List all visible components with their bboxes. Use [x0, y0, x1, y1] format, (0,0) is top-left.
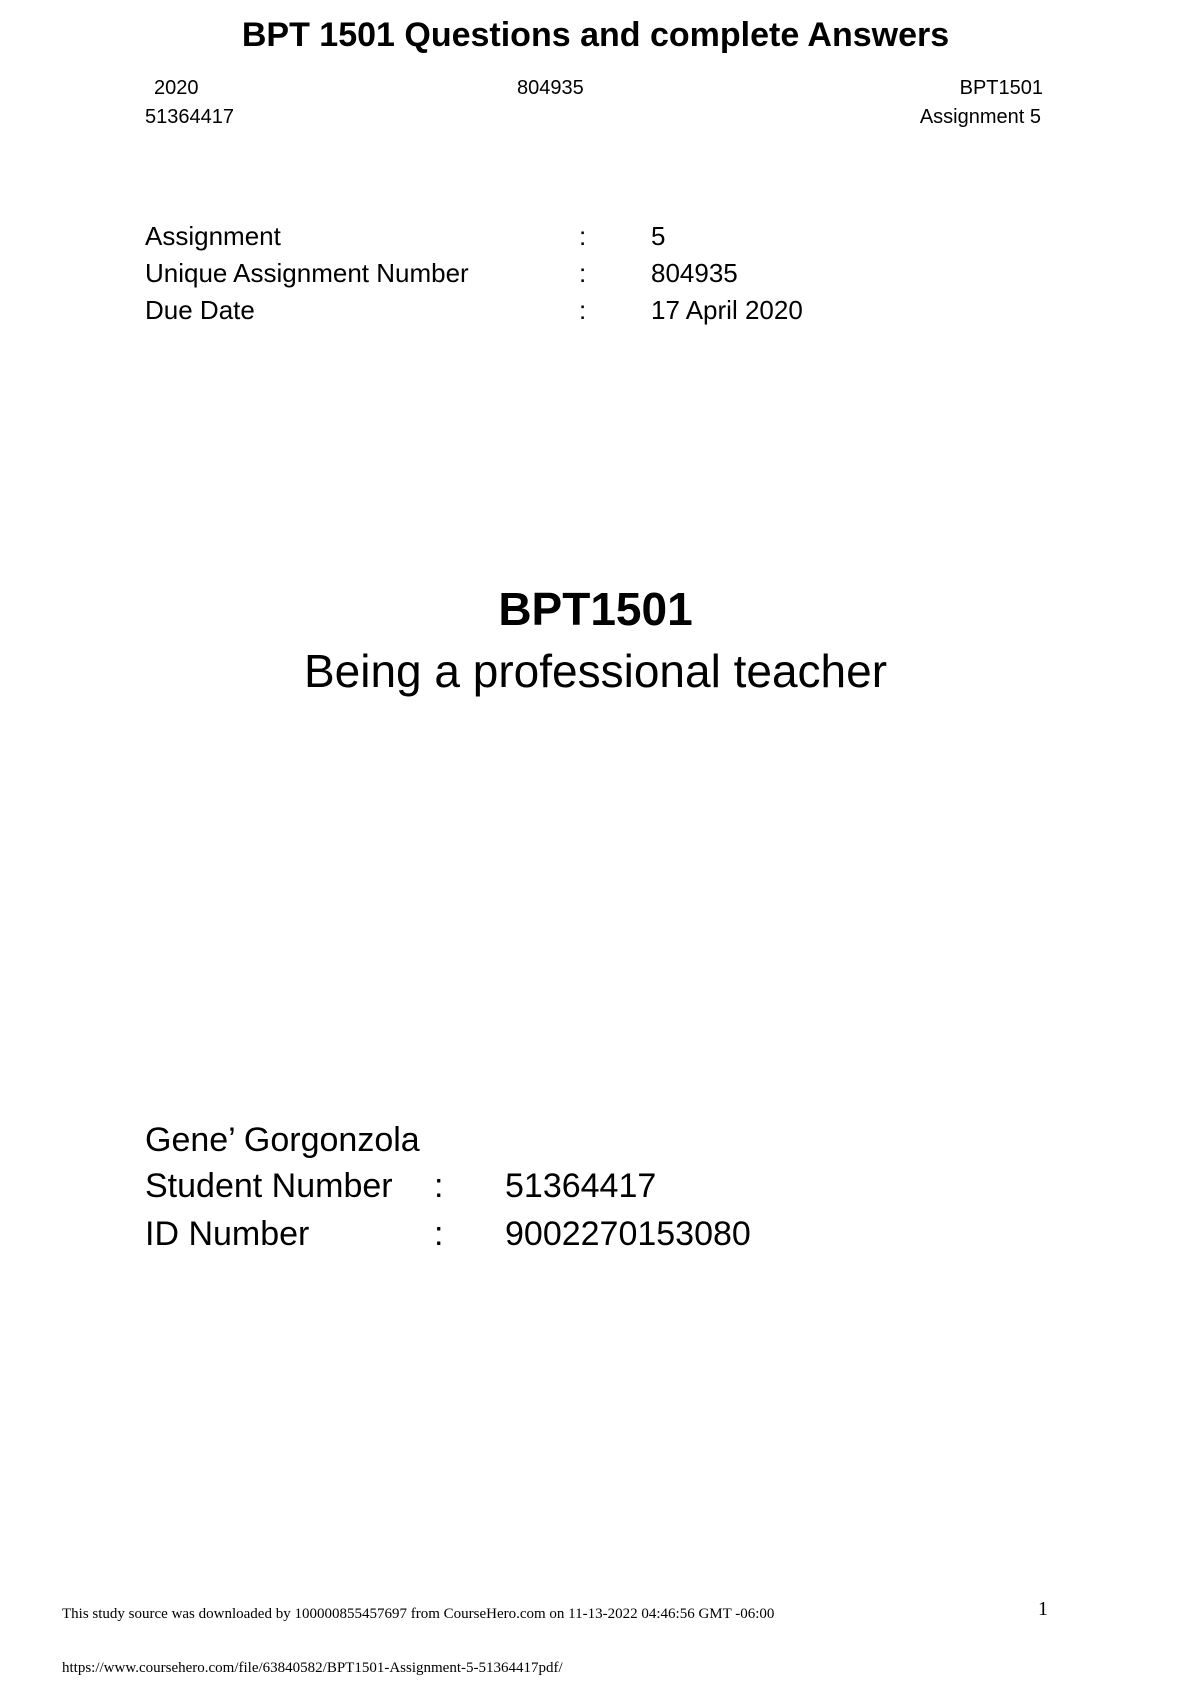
page-number: 1	[1038, 1598, 1048, 1620]
header-module-code: BPT1501	[959, 77, 1043, 99]
id-number-label: ID Number	[145, 1215, 310, 1253]
due-date-label: Due Date	[145, 295, 255, 325]
assignment-label: Assignment	[145, 221, 281, 251]
student-name: Gene’ Gorgonzola	[145, 1121, 420, 1159]
unique-number-separator: :	[579, 258, 587, 288]
header-student-number: 51364417	[145, 106, 234, 128]
document-title: BPT 1501 Questions and complete Answers	[241, 16, 950, 54]
assignment-value: 5	[651, 221, 666, 251]
student-number-separator: :	[434, 1167, 444, 1205]
student-number-value: 51364417	[505, 1167, 657, 1205]
id-number-separator: :	[434, 1215, 444, 1253]
header-year: 2020	[154, 77, 199, 99]
header-assignment: Assignment 5	[919, 106, 1041, 128]
due-date-separator: :	[579, 295, 587, 325]
unique-number-label: Unique Assignment Number	[145, 258, 469, 288]
assignment-separator: :	[579, 221, 587, 251]
due-date-value: 17 April 2020	[651, 295, 803, 325]
source-url[interactable]: https://www.coursehero.com/file/63840582/BPT1501-Assignment-5-51364417pdf/	[62, 1660, 563, 1676]
download-note: This study source was downloaded by 100000855457697 from CourseHero.com on 11-13-2022 04:46:56 GMT -06:00	[62, 1606, 775, 1622]
header-unique-number: 804935	[517, 77, 584, 99]
course-title: Being a professional teacher	[303, 645, 888, 697]
student-number-label: Student Number	[145, 1167, 393, 1205]
id-number-value: 9002270153080	[505, 1215, 751, 1253]
course-code: BPT1501	[498, 583, 693, 635]
unique-number-value: 804935	[651, 258, 738, 288]
